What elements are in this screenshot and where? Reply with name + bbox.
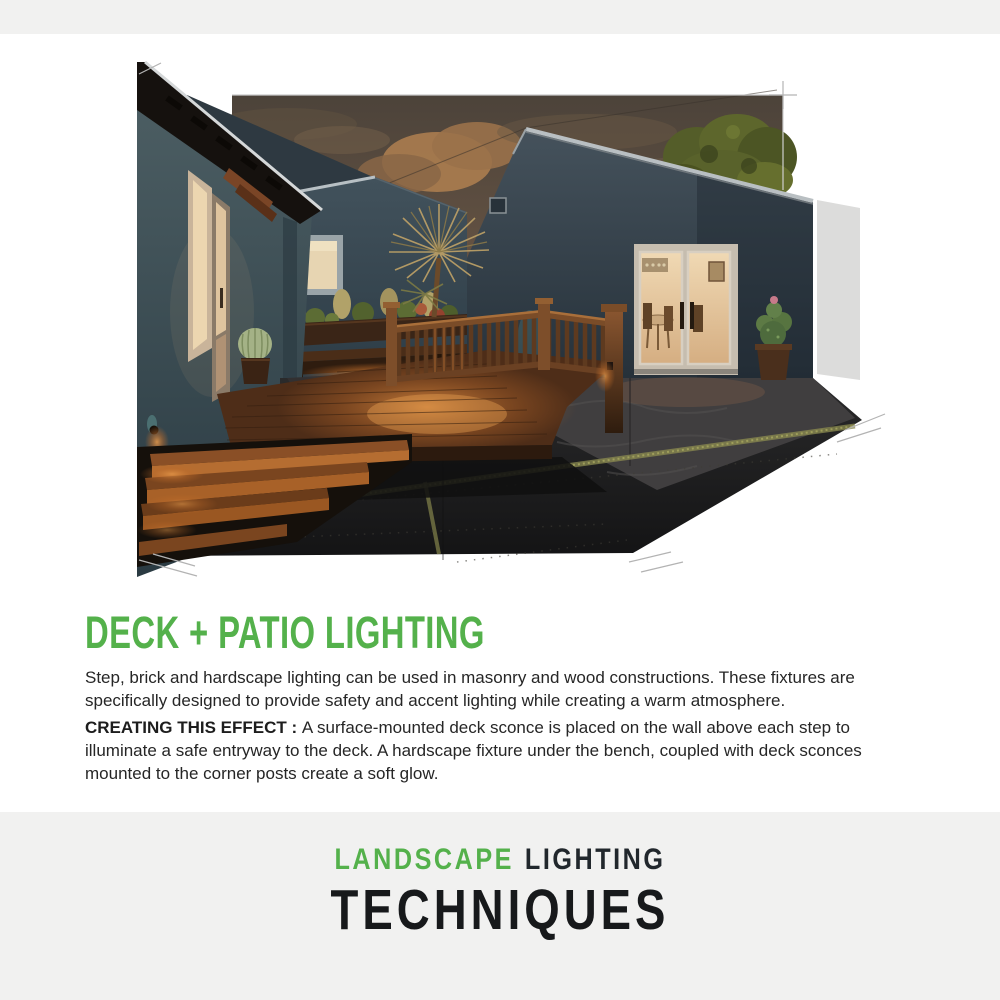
door-threshold <box>634 369 738 374</box>
brand-line <box>80 812 920 875</box>
rail-post-mid <box>538 302 550 370</box>
vent-window <box>490 198 506 213</box>
effect-text: A surface-mounted deck sconce is placed on the wall above each step to illuminate a safe entryway to the deck. A hardscape fixture under the bench, coupled with deck sconces mounted to the corner posts create a soft glow. <box>85 718 862 783</box>
rail-post-left <box>386 306 397 386</box>
effect-lead: CREATING THIS EFFECT : <box>85 718 302 737</box>
wall-corner <box>283 217 297 392</box>
brand-word-lighting: LIGHTING <box>524 843 666 876</box>
cactus-flower <box>770 296 778 304</box>
side-panel <box>817 200 860 380</box>
brand-word-landscape: LANDSCAPE <box>334 843 515 876</box>
deck-patio-illustration <box>137 62 863 577</box>
lit-door <box>212 193 230 402</box>
door-handle-right <box>690 302 694 329</box>
section-heading: DECK + PATIO LIGHTING <box>85 607 485 658</box>
footer-band <box>0 812 1000 1000</box>
patio-doors <box>634 244 738 375</box>
description-section <box>85 607 897 789</box>
step-glow-1 <box>140 464 204 484</box>
post-sconce-glow <box>595 360 615 392</box>
step-glow-2 <box>146 494 218 514</box>
interior-picture-frame <box>709 262 724 281</box>
intro-paragraph: Step, brick and hardscape lighting can be used in masonry and wood constructions. These fixtures are specifically designed to provide safety and accent lighting while creating a warm atmosphere. <box>85 668 855 710</box>
lit-window <box>188 170 212 362</box>
brand-title-techniques: TECHNIQUES <box>330 878 670 942</box>
door-handle-left <box>680 302 684 329</box>
step-glow-3 <box>137 521 197 539</box>
effect-paragraph <box>85 716 897 785</box>
door-handle <box>220 288 223 308</box>
interior-chair <box>643 303 652 329</box>
top-band <box>0 0 1000 34</box>
